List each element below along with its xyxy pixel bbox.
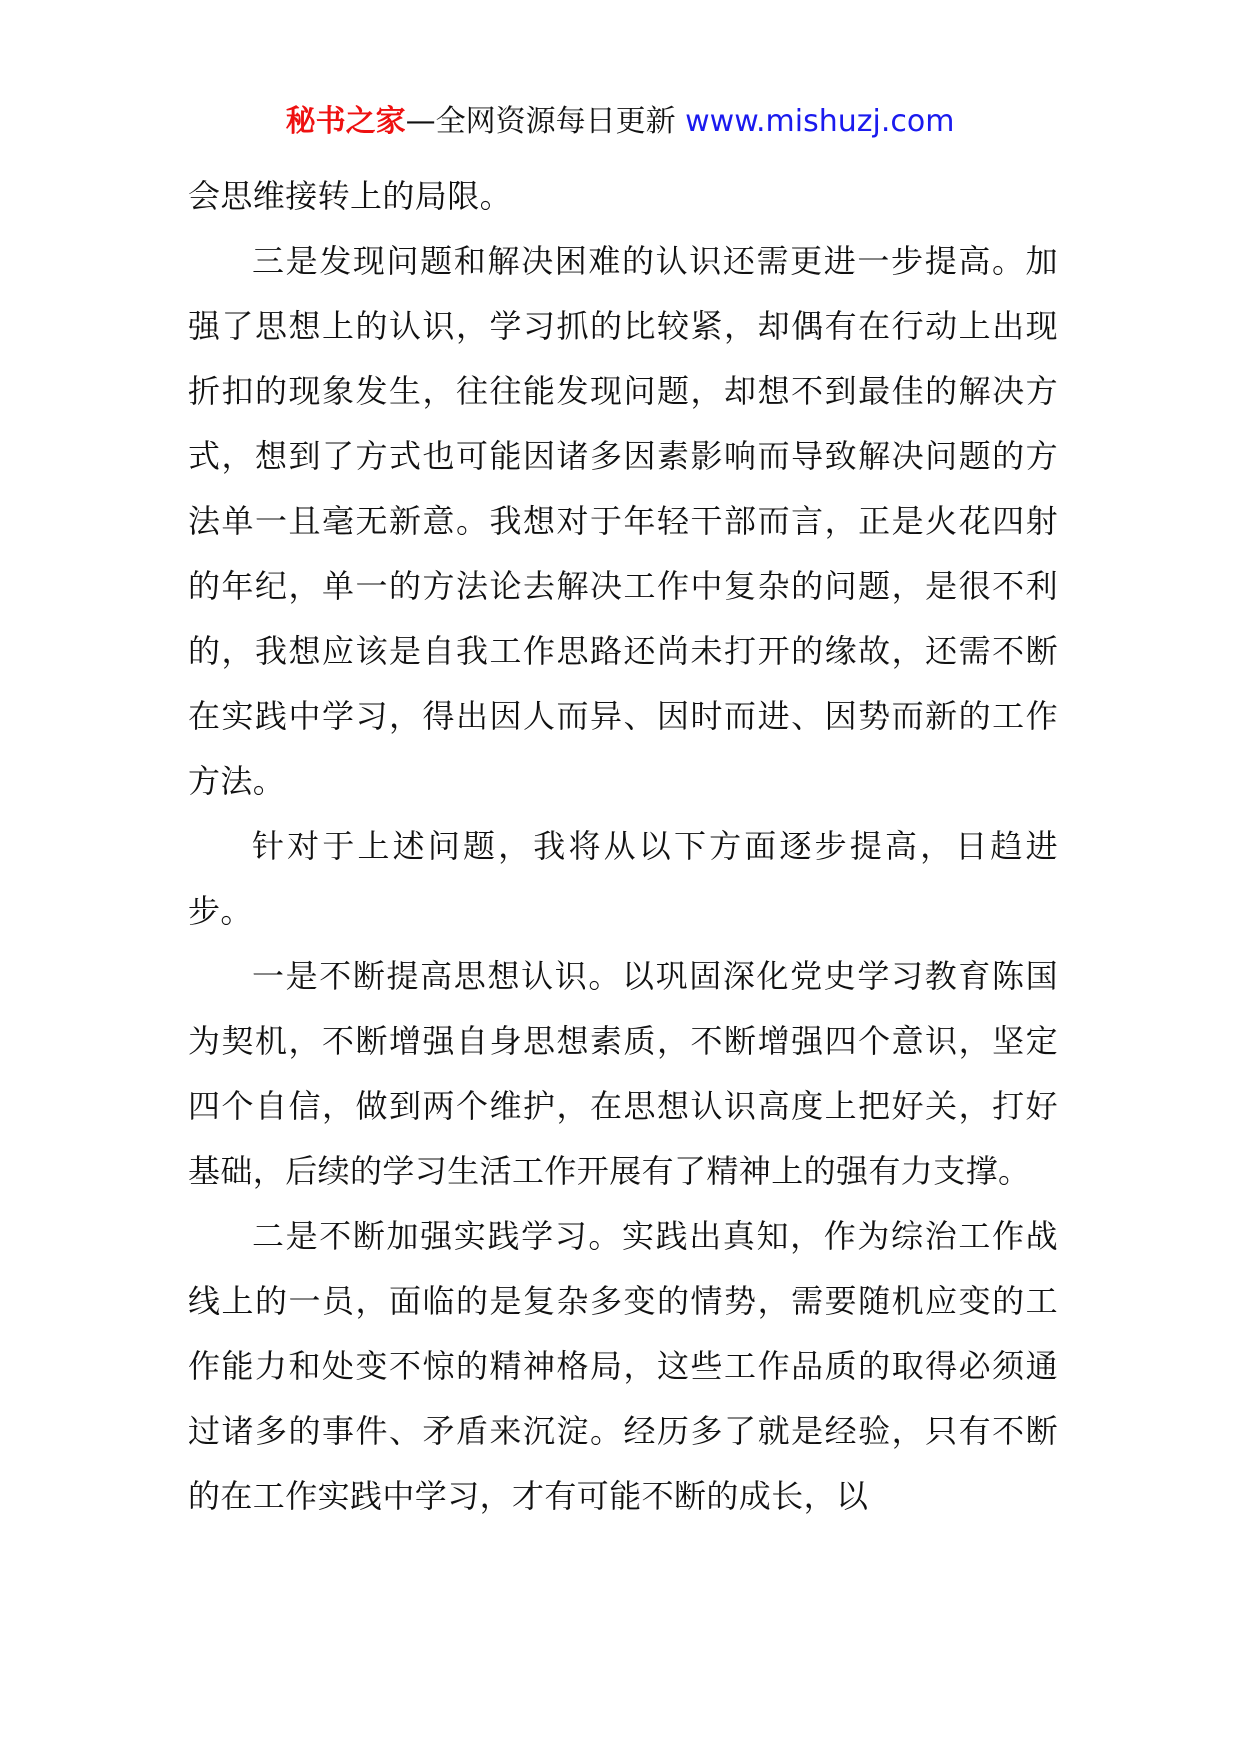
header-slogan: —全网资源每日更新 bbox=[405, 104, 686, 139]
paragraph-measure-one: 一是不断提高思想认识。以巩固深化党史学习教育陈国为契机，不断增强自身思想素质，不断增强四个意识，坚定四个自信，做到两个维护，在思想认识高度上把好关，打好基础，后续的学习生活工作开展有了精神上的强有力支撑。 bbox=[188, 957, 1058, 1190]
site-url-link[interactable]: www.mishuzj.com bbox=[685, 104, 955, 139]
paragraph-problem-three: 三是发现问题和解决困难的认识还需更进一步提高。加强了思想上的认识，学习抓的比较紧，却偶有在行动上出现折扣的现象发生，往往能发现问题，却想不到最佳的解决方式，想到了方式也可能因诸多因素影响而导致解决问题的方法单一且毫无新意。我想对于年轻干部而言，正是火花四射的年纪，单一的方法论去解决工作中复杂的问题，是很不利的，我想应该是自我工作思路还尚未打开的缘故，还需不断在实践中学习，得出因人而异、因时而进、因势而新的工作方法。 bbox=[188, 242, 1058, 800]
page-header bbox=[0, 100, 1240, 144]
brand-name: 秘书之家 bbox=[285, 104, 406, 139]
paragraph-continuation: 会思维接转上的局限。 bbox=[188, 177, 513, 215]
paragraph-improvement-intro: 针对于上述问题，我将从以下方面逐步提高，日趋进步。 bbox=[188, 827, 1058, 930]
document-body bbox=[188, 164, 1058, 1529]
paragraph-measure-two: 二是不断加强实践学习。实践出真知，作为综治工作战线上的一员，面临的是复杂多变的情势，需要随机应变的工作能力和处变不惊的精神格局，这些工作品质的取得必须通过诸多的事件、矛盾来沉淀。经历多了就是经验，只有不断的在工作实践中学习，才有可能不断的成长，以 bbox=[188, 1217, 1058, 1515]
